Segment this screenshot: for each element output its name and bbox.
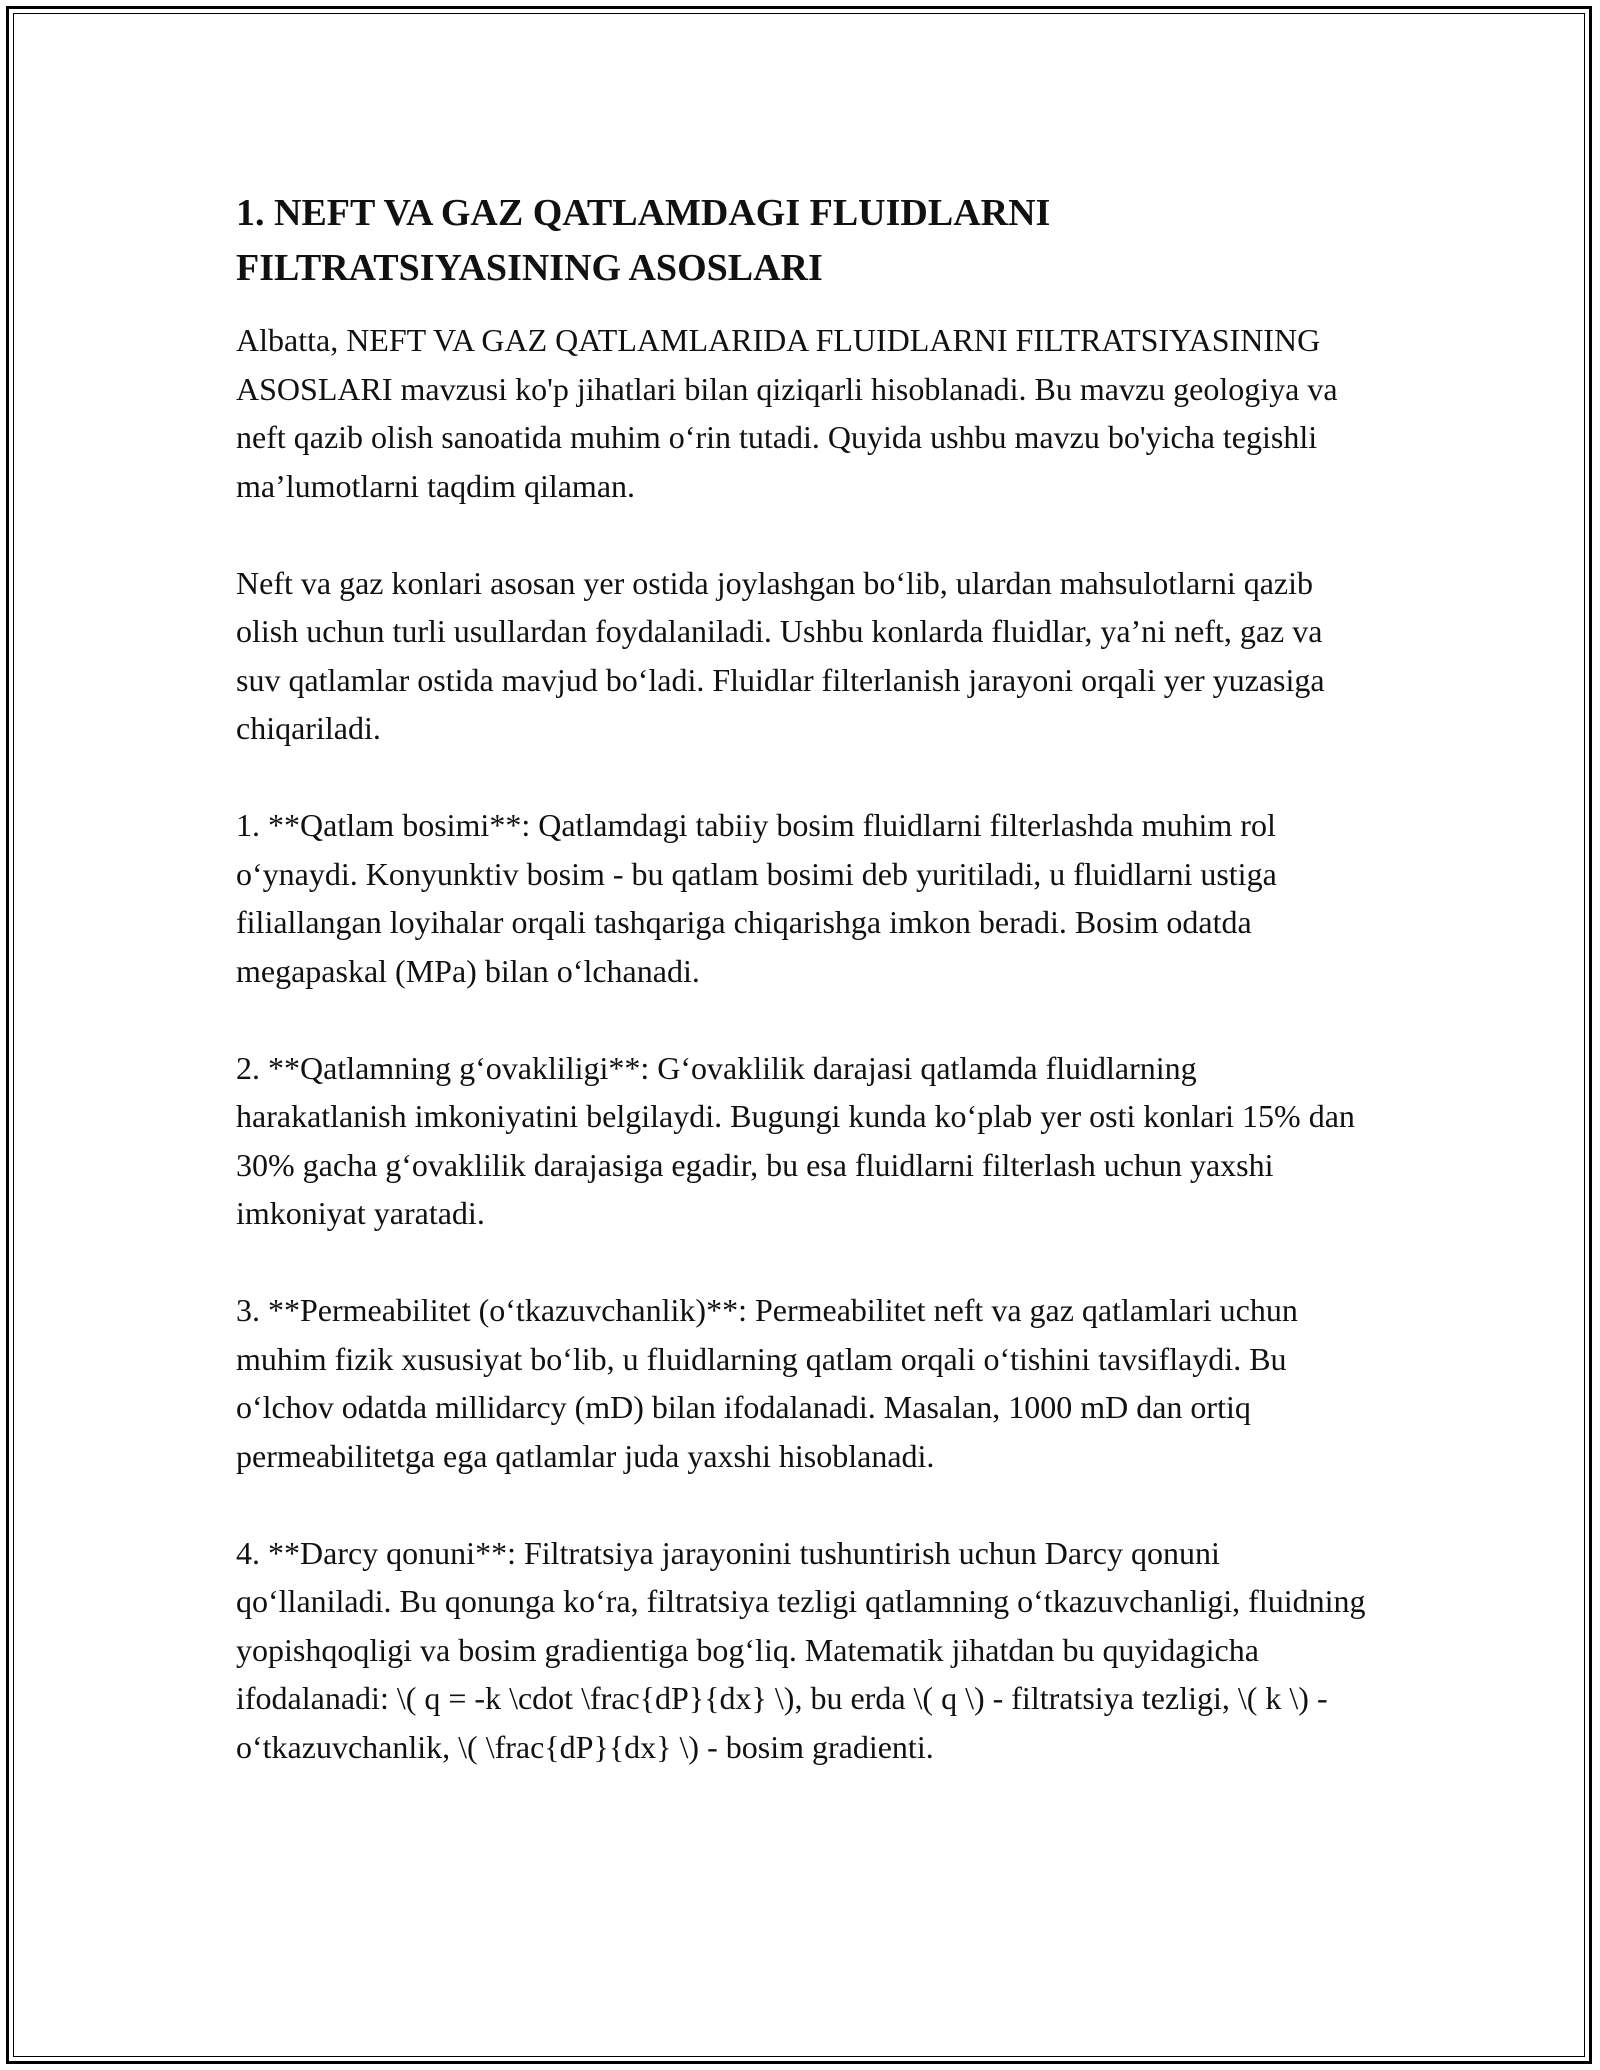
document-title: 1. NEFT VA GAZ QATLAMDAGI FLUIDLARNI FILTRATSIYASINING ASOSLARI — [236, 192, 1051, 289]
paragraph-darcy-qonuni: 4. **Darcy qonuni**: Filtratsiya jarayonini tushuntirish uchun Darcy qonuni qo‘llaniladi. Bu qonunga ko‘ra, filtratsiya tezligi qatlamning o‘tkazuvchanligi, fluidning yopishqoqligi va bosim gradientiga bog‘liq. Matematik jihatdan bu quyidagicha ifodalanadi: \( q = -k \cdot \frac{dP}{dx} \), bu erda \( q \) - filtratsiya tezligi, \( k \) - o‘tkazuvchanlik, \( \frac{dP}{dx} \) - bosim gradienti. — [236, 1534, 1366, 1765]
paragraph-overview: Neft va gaz konlari asosan yer ostida joylashgan bo‘lib, ulardan mahsulotlarni qazib olish uchun turli usullardan foydalaniladi. Ushbu konlarda fluidlar, ya’ni neft, gaz va suv qatlamlar ostida mavjud bo‘ladi. Fluidlar filterlanish jarayoni orqali yer yuzasiga chiqariladi. — [236, 564, 1325, 746]
paragraph-permeabilitet: 3. **Permeabilitet (o‘tkazuvchanlik)**: Permeabilitet neft va gaz qatlamlari uchun muhim fizik xususiyat bo‘lib, u fluidlarning qatlam orqali o‘tishini tavsiflaydi. Bu o‘lchov odatda millidarcy (mD) bilan ifodalanadi. Masalan, 1000 mD dan ortiq permeabilitetga ega qatlamlar juda yaxshi hisoblanadi. — [236, 1292, 1298, 1474]
paragraph-qatlam-bosimi: 1. **Qatlam bosimi**: Qatlamdagi tabiiy bosim fluidlarni filterlashda muhim rol o‘ynaydi. Konyunktiv bosim - bu qatlam bosimi deb yuritiladi, u fluidlarni ustiga filiallangan loyihalar orqali tashqariga chiqarishga imkon beradi. Bosim odatda megapaskal (MPa) bilan o‘lchanadi. — [236, 807, 1277, 989]
paragraph-intro: Albatta, NEFT VA GAZ QATLAMLARIDA FLUIDLARNI FILTRATSIYASINING ASOSLARI mavzusi ko'p jihatlari bilan qiziqarli hisoblanadi. Bu mavzu geologiya va neft qazib olish sanoatida muhim o‘rin tutadi. Quyida ushbu mavzu bo'yicha tegishli ma’lumotlarni taqdim qilaman. — [236, 322, 1338, 504]
document-body — [236, 186, 1366, 1771]
paragraph-govaklilik: 2. **Qatlamning g‘ovakliligi**: G‘ovaklilik darajasi qatlamda fluidlarning harakatlanish imkoniyatini belgilaydi. Bugungi kunda ko‘plab yer osti konlari 15% dan 30% gacha g‘ovaklilik darajasiga egadir, bu esa fluidlarni filterlash uchun yaxshi imkoniyat yaratadi. — [236, 1049, 1355, 1231]
